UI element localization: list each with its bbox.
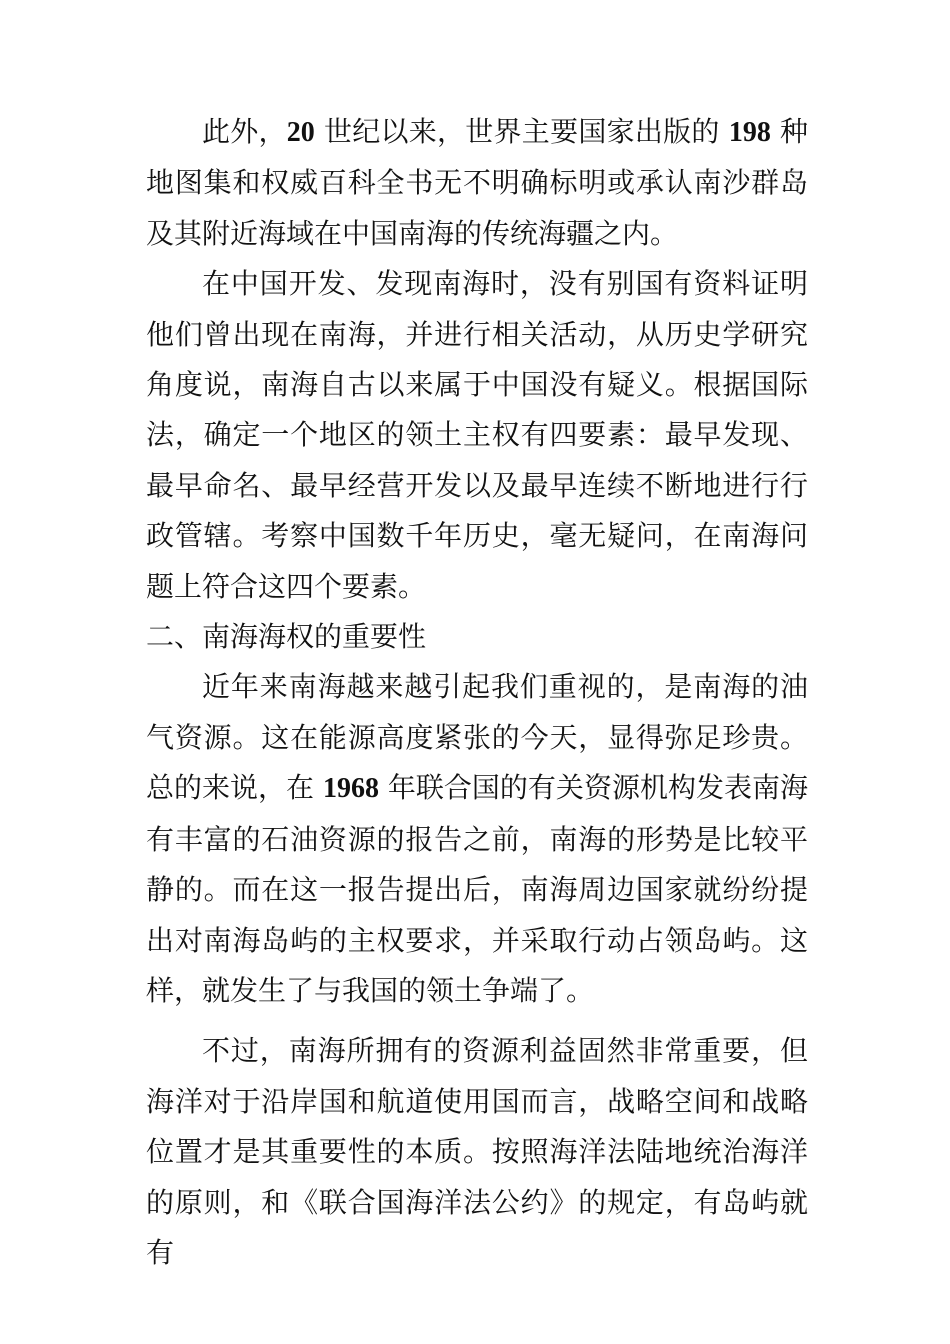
paragraph-atlases (146, 107, 808, 259)
paragraph-strategic-importance: 不过，南海所拥有的资源利益固然非常重要，但海洋对于沿岸国和航道使用国而言，战略空间和战略位置才是其重要性的本质。按照海洋法陆地统治海洋的原则，和《联合国海洋法公约》的规定，有岛屿就有 (146, 1034, 808, 1269)
number-20: 20 (286, 117, 315, 148)
paragraph-historical-sovereignty: 在中国开发、发现南海时，没有别国有资料证明他们曾出现在南海，并进行相关活动，从历史学研究角度说，南海自古以来属于中国没有疑义。根据国际法，确定一个地区的领土主权有四要素：最早发现、最早命名、最早经营开发以及最早连续不断地进行行政管辖。考察中国数千年历史，毫无疑问，在南海问题上符合这四个要素。 (146, 267, 808, 603)
text-segment: 此外， (202, 115, 287, 148)
text-segment: 年联合国的有关资源机构发表南海有丰富的石油资源的报告之前，南海的形势是比较平静的。而在这一报告提出后，南海周边国家就纷纷提出对南海岛屿的主权要求，并采取行动占领岛屿。这样，就发生了与我国的领土争端了。 (146, 771, 808, 1007)
number-198: 198 (728, 117, 771, 148)
text-segment: 种地图集和权威百科全书无不明确标明或承认南沙群岛及其附近海域在中国南海的传统海疆之内。 (146, 115, 808, 250)
paragraph-oil-resources (146, 662, 808, 1016)
text-segment: 世纪以来，世界主要国家出版的 (314, 115, 729, 148)
number-1968: 1968 (322, 773, 379, 805)
text-segment: 近年来南海越来越引起我们重视的，是南海的油气资源。这在能源高度紧张的今天，显得弥足珍贵。总的来说，在 (146, 670, 808, 805)
document-page (146, 107, 808, 1278)
section-heading: 二、南海海权的重要性 (146, 620, 427, 654)
